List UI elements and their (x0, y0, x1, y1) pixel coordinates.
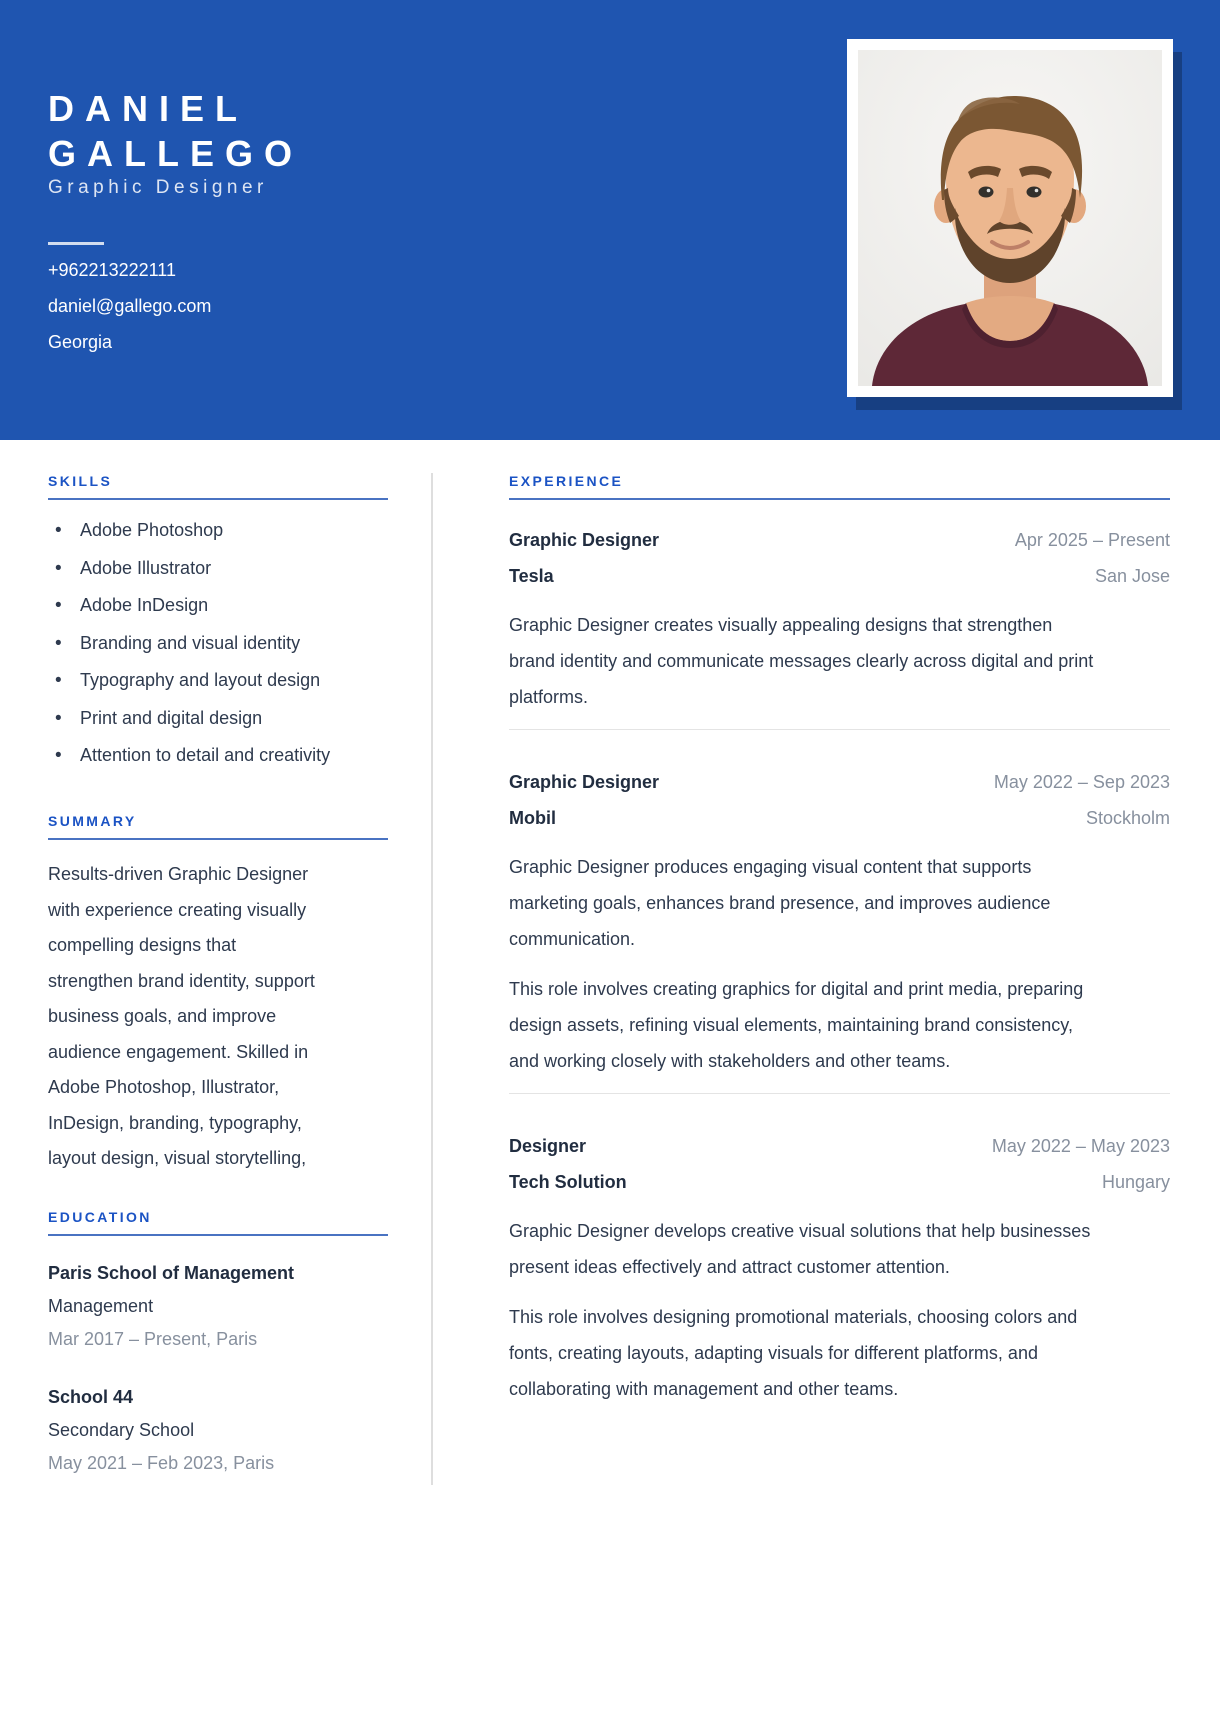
job-title: Designer (509, 1136, 587, 1156)
job-description-paragraph: Graphic Designer creates visually appealing designs that strengthen brand identity and communicate messages clearly across digital and print platforms. (509, 615, 1094, 707)
section-summary (48, 814, 388, 1177)
job-title-row (509, 522, 1170, 558)
job-location: San Jose (1094, 566, 1170, 586)
skill-item: • Adobe Illustrator (48, 550, 388, 588)
job-company-row (509, 558, 1170, 594)
job-company: Tech Solution (509, 1172, 627, 1192)
job-date: May 2022 – Sep 2023 (993, 772, 1170, 792)
job-title: Graphic Designer (509, 772, 660, 792)
job-company-row (509, 1164, 1170, 1200)
skill-item: • Print and digital design (48, 700, 388, 738)
job-date: Apr 2025 – Present (1014, 530, 1170, 550)
name-line1: DANIEL (48, 88, 248, 129)
profile-photo-frame (847, 39, 1173, 397)
section-skills (48, 474, 388, 775)
summary-text: Results-driven Graphic Designer with experience creating visually compelling designs that strengthen brand identity, support business goals, and improve audience engagement. Skilled in Adobe Photoshop, Illustrator, InDesign, branding, typography, layout design, visual storytelling, (48, 864, 315, 1168)
job-description-paragraph: Graphic Designer develops creative visual solutions that help businesses present ideas effectively and attract customer attention. (509, 1221, 1091, 1277)
job-description-paragraph: This role involves designing promotional materials, choosing colors and fonts, creating layouts, adapting visuals for different platforms, and collaborating with management and other teams. (509, 1307, 1078, 1399)
skill-item: • Typography and layout design (48, 662, 388, 700)
job-company-row (509, 800, 1170, 836)
contact-block (48, 252, 211, 360)
job-entry (509, 1093, 1170, 1407)
skills-heading: SKILLS (48, 474, 388, 500)
skill-item: • Branding and visual identity (48, 625, 388, 663)
person-name (48, 86, 303, 176)
profile-photo (858, 50, 1162, 386)
job-entry (509, 729, 1170, 1079)
header-rule (48, 242, 104, 245)
job-entry (509, 522, 1170, 715)
job-title: Graphic Designer (509, 530, 660, 550)
contact-phone: +962213222111 (48, 260, 176, 280)
summary-heading: SUMMARY (48, 814, 388, 840)
job-location: Hungary (1101, 1172, 1170, 1192)
skill-item: • Adobe Photoshop (48, 512, 388, 550)
job-company: Tesla (509, 566, 554, 586)
header-band (0, 0, 1220, 440)
section-experience (509, 474, 1170, 1407)
education-date: Mar 2017 – Present, Paris (48, 1329, 258, 1349)
job-description-paragraph: This role involves creating graphics for digital and print media, preparing design assets, refining visual elements, maintaining brand consistency, and working closely with stakeholders and other teams. (509, 979, 1084, 1071)
name-line2: GALLEGO (48, 133, 303, 174)
job-location: Stockholm (1085, 808, 1170, 828)
skills-list (48, 512, 388, 775)
portrait-illustration (858, 50, 1162, 386)
job-date: May 2022 – May 2023 (991, 1136, 1170, 1156)
education-entry (48, 1381, 388, 1480)
person-role-title: Graphic Designer (48, 177, 268, 198)
skill-item: • Adobe InDesign (48, 587, 388, 625)
school-name: Paris School of Management (48, 1263, 295, 1283)
education-entry (48, 1257, 388, 1356)
column-divider (431, 473, 433, 1485)
skill-item: • Attention to detail and creativity (48, 737, 388, 775)
education-date: May 2021 – Feb 2023, Paris (48, 1453, 275, 1473)
job-title-row (509, 764, 1170, 800)
contact-location: Georgia (48, 332, 113, 352)
experience-heading: EXPERIENCE (509, 474, 1170, 500)
contact-email: daniel@gallego.com (48, 296, 212, 316)
education-heading: EDUCATION (48, 1210, 388, 1236)
section-education (48, 1210, 388, 1480)
school-name: School 44 (48, 1387, 134, 1407)
degree: Secondary School (48, 1420, 195, 1440)
job-description-paragraph: Graphic Designer produces engaging visual content that supports marketing goals, enhances brand presence, and improves audience communication. (509, 857, 1051, 949)
degree: Management (48, 1296, 154, 1316)
job-title-row (509, 1128, 1170, 1164)
job-company: Mobil (509, 808, 556, 828)
